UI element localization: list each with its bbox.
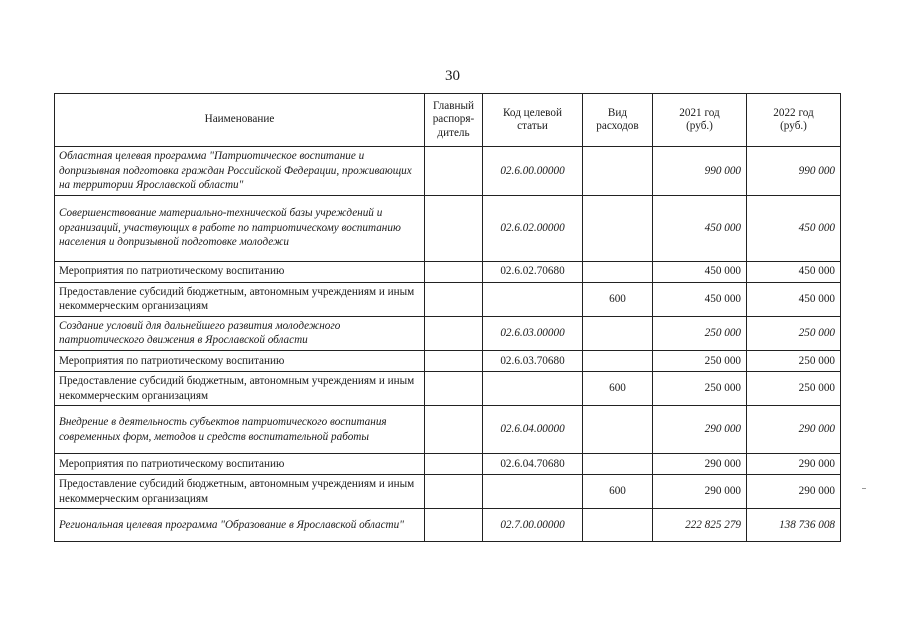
header-type-line: Вид: [607, 106, 628, 119]
header-admin-line: дитель: [437, 126, 470, 139]
table-row: [55, 406, 841, 454]
cell-2022: 450 000: [747, 261, 841, 282]
cell-expense-type: [583, 509, 653, 542]
header-expense-type: [583, 94, 653, 147]
header-code-line: Код целевой: [503, 106, 562, 119]
cell-code: [483, 475, 583, 509]
cell-admin: [425, 475, 483, 509]
cell-2021: 290 000: [653, 406, 747, 454]
table-body: [55, 147, 841, 542]
cell-expense-type: [583, 350, 653, 371]
cell-name: Региональная целевая программа "Образование в Ярославской области": [55, 509, 425, 542]
cell-admin: [425, 147, 483, 196]
cell-name: Предоставление субсидий бюджетным, автономным учреждениям и иным некоммерческим организациям: [55, 282, 425, 316]
header-type-line: расходов: [596, 120, 639, 132]
header-2021-line: (руб.): [686, 120, 713, 132]
table-row: [55, 371, 841, 405]
header-admin: [425, 94, 483, 147]
cell-name: Мероприятия по патриотическому воспитанию: [55, 350, 425, 371]
table-row: [55, 316, 841, 350]
cell-2022: 250 000: [747, 316, 841, 350]
cell-2021: 990 000: [653, 147, 747, 196]
header-2021: [653, 94, 747, 147]
cell-2022: 290 000: [747, 454, 841, 475]
header-2022-line: 2022 год: [773, 106, 814, 119]
table-header-row: [55, 94, 841, 147]
cell-code: 02.7.00.00000: [483, 509, 583, 542]
header-2022-line: (руб.): [780, 120, 807, 132]
table-row: [55, 195, 841, 261]
cell-2021: 450 000: [653, 282, 747, 316]
header-code-line: статьи: [517, 120, 548, 132]
cell-name: Мероприятия по патриотическому воспитанию: [55, 261, 425, 282]
cell-code: [483, 282, 583, 316]
table-row: [55, 454, 841, 475]
cell-code: 02.6.02.00000: [483, 195, 583, 261]
header-admin-line: распоря-: [432, 113, 475, 126]
cell-admin: [425, 195, 483, 261]
cell-code: 02.6.04.70680: [483, 454, 583, 475]
cell-expense-type: 600: [583, 282, 653, 316]
table-row: [55, 147, 841, 196]
cell-expense-type: [583, 261, 653, 282]
cell-expense-type: [583, 454, 653, 475]
cell-admin: [425, 350, 483, 371]
cell-2022: 450 000: [747, 195, 841, 261]
cell-2021: 290 000: [653, 454, 747, 475]
cell-name: Мероприятия по патриотическому воспитанию: [55, 454, 425, 475]
cell-2021: 250 000: [653, 316, 747, 350]
cell-code: 02.6.02.70680: [483, 261, 583, 282]
cell-name: Совершенствование материально-технической базы учреждений и организаций, участвующих в работе по патриотическому воспитанию населения и допризывной подготовке молодежи: [55, 195, 425, 261]
table-row: [55, 261, 841, 282]
cell-expense-type: 600: [583, 475, 653, 509]
scan-edge-mark: [862, 488, 866, 489]
header-admin-line: Главный: [433, 99, 474, 112]
cell-name: Предоставление субсидий бюджетным, автономным учреждениям и иным некоммерческим организациям: [55, 475, 425, 509]
cell-admin: [425, 454, 483, 475]
cell-2021: 250 000: [653, 350, 747, 371]
cell-admin: [425, 282, 483, 316]
budget-table: [54, 93, 841, 542]
cell-expense-type: [583, 195, 653, 261]
cell-code: 02.6.00.00000: [483, 147, 583, 196]
cell-name: Создание условий для дальнейшего развития молодежного патриотического движения в Ярославской области: [55, 316, 425, 350]
cell-expense-type: 600: [583, 371, 653, 405]
page-number: 30: [445, 68, 460, 84]
cell-2022: 250 000: [747, 350, 841, 371]
header-code: [483, 94, 583, 147]
table-row: [55, 350, 841, 371]
table-row: [55, 282, 841, 316]
cell-2021: 222 825 279: [653, 509, 747, 542]
cell-code: [483, 371, 583, 405]
cell-2021: 290 000: [653, 475, 747, 509]
cell-2022: 290 000: [747, 475, 841, 509]
cell-code: 02.6.04.00000: [483, 406, 583, 454]
header-name: Наименование: [55, 94, 425, 147]
cell-2022: 250 000: [747, 371, 841, 405]
cell-2022: 138 736 008: [747, 509, 841, 542]
cell-code: 02.6.03.00000: [483, 316, 583, 350]
cell-2021: 250 000: [653, 371, 747, 405]
cell-2022: 450 000: [747, 282, 841, 316]
header-2021-line: 2021 год: [679, 106, 720, 119]
cell-expense-type: [583, 316, 653, 350]
cell-2021: 450 000: [653, 261, 747, 282]
cell-name: Предоставление субсидий бюджетным, автономным учреждениям и иным некоммерческим организациям: [55, 371, 425, 405]
cell-code: 02.6.03.70680: [483, 350, 583, 371]
cell-2022: 290 000: [747, 406, 841, 454]
cell-expense-type: [583, 406, 653, 454]
cell-expense-type: [583, 147, 653, 196]
cell-2021: 450 000: [653, 195, 747, 261]
cell-admin: [425, 509, 483, 542]
table-row: [55, 509, 841, 542]
cell-admin: [425, 406, 483, 454]
cell-2022: 990 000: [747, 147, 841, 196]
cell-name: Областная целевая программа "Патриотическое воспитание и допризывная подготовка граждан Российской Федерации, проживающих на территории Ярославской области": [55, 147, 425, 196]
cell-name: Внедрение в деятельность субъектов патриотического воспитания современных форм, методов и средств воспитательной работы: [55, 406, 425, 454]
cell-admin: [425, 316, 483, 350]
cell-admin: [425, 261, 483, 282]
cell-admin: [425, 371, 483, 405]
table-row: [55, 475, 841, 509]
header-2022: [747, 94, 841, 147]
